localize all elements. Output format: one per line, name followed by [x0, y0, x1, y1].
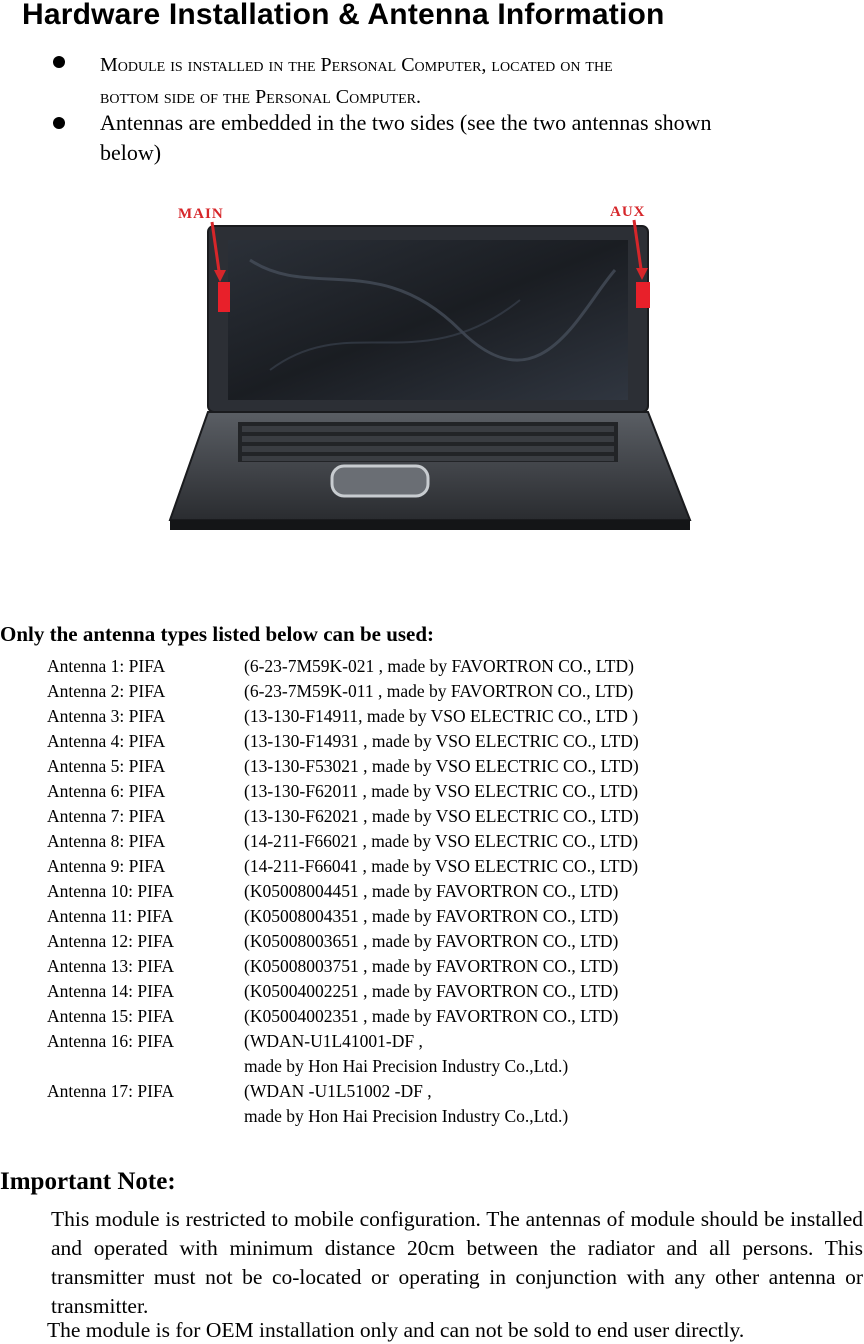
- antenna-name: Antenna 15: PIFA: [47, 1006, 175, 1026]
- antenna-detail: (13-130-F53021 , made by VSO ELECTRIC CO., LTD): [244, 756, 639, 776]
- antenna-name: Antenna 5: PIFA: [47, 756, 166, 776]
- antenna-detail: (13-130-F62011 , made by VSO ELECTRIC CO., LTD): [244, 781, 639, 801]
- important-note-heading: Important Note:: [0, 1168, 176, 1195]
- antenna-detail: (K05008004451 , made by FAVORTRON CO., LTD): [244, 881, 619, 901]
- antenna-detail: (K05008003651 , made by FAVORTRON CO., LTD): [244, 931, 619, 951]
- antenna-name: Antenna 8: PIFA: [47, 831, 166, 851]
- laptop-screen: [228, 240, 628, 400]
- antenna-list-heading: Only the antenna types listed below can be used:: [0, 622, 435, 646]
- antenna-detail: (6-23-7M59K-021 , made by FAVORTRON CO., LTD): [244, 656, 634, 676]
- bullet-icon: [53, 117, 65, 129]
- antenna-name: Antenna 7: PIFA: [47, 806, 166, 826]
- antenna-detail: made by Hon Hai Precision Industry Co.,Ltd.): [244, 1056, 569, 1076]
- bullet-line: below): [100, 140, 162, 165]
- bullet-item-installation: [100, 49, 820, 113]
- antenna-detail: (14-211-F66021 , made by VSO ELECTRIC CO., LTD): [244, 831, 639, 851]
- bullet-line: Antennas are embedded in the two sides (see the two antennas shown: [100, 110, 712, 135]
- bullet-line: Module is installed in the Personal Computer, located on the: [100, 54, 613, 76]
- antenna-detail: (6-23-7M59K-011 , made by FAVORTRON CO., LTD): [244, 681, 634, 701]
- bullet-icon: [53, 56, 65, 68]
- antenna-name: Antenna 16: PIFA: [47, 1031, 175, 1051]
- aux-antenna-marker: [636, 282, 650, 308]
- antenna-name: Antenna 6: PIFA: [47, 781, 166, 801]
- antenna-detail: (WDAN-U1L41001-DF ,: [244, 1031, 423, 1051]
- page-title: Hardware Installation & Antenna Information: [22, 0, 665, 31]
- antenna-detail: made by Hon Hai Precision Industry Co.,Ltd.): [244, 1106, 569, 1126]
- bullet-line: bottom side of the Personal Computer.: [100, 86, 421, 108]
- antenna-detail: (13-130-F14931 , made by VSO ELECTRIC CO., LTD): [244, 731, 639, 751]
- antenna-detail: (13-130-F14911, made by VSO ELECTRIC CO., LTD ): [244, 706, 639, 726]
- antenna-name: Antenna 9: PIFA: [47, 856, 166, 876]
- laptop-touchpad: [332, 466, 428, 496]
- antenna-detail: (K05004002251 , made by FAVORTRON CO., LTD): [244, 981, 619, 1001]
- antenna-name: Antenna 10: PIFA: [47, 881, 175, 901]
- antenna-detail: (K05004002351 , made by FAVORTRON CO., LTD): [244, 1006, 619, 1026]
- main-antenna-label: MAIN: [178, 206, 224, 222]
- antenna-name: Antenna 12: PIFA: [47, 931, 175, 951]
- aux-antenna-label: AUX: [610, 204, 646, 220]
- important-note-body: This module is restricted to mobile configuration. The antennas of module should be installed and operated with minimum distance 20cm between the radiator and all persons. This transmitter must not be co-located or operating in conjunction with any other antenna or transmitter.: [51, 1207, 863, 1318]
- antenna-detail: (K05008004351 , made by FAVORTRON CO., LTD): [244, 906, 619, 926]
- antenna-detail: (WDAN -U1L51002 -DF ,: [244, 1081, 432, 1101]
- antenna-name: Antenna 3: PIFA: [47, 706, 166, 726]
- antenna-detail: (13-130-F62021 , made by VSO ELECTRIC CO., LTD): [244, 806, 639, 826]
- laptop-illustration: [160, 190, 720, 590]
- antenna-name: Antenna 17: PIFA: [47, 1081, 175, 1101]
- bullet-item-antennas: [100, 108, 820, 168]
- antenna-name: Antenna 14: PIFA: [47, 981, 175, 1001]
- antenna-name: Antenna 4: PIFA: [47, 731, 166, 751]
- antenna-name: Antenna 1: PIFA: [47, 656, 166, 676]
- antenna-name: Antenna 13: PIFA: [47, 956, 175, 976]
- antenna-name: Antenna 11: PIFA: [47, 906, 174, 926]
- laptop-figure: [160, 190, 720, 590]
- antenna-name: Antenna 2: PIFA: [47, 681, 166, 701]
- oem-notice: The module is for OEM installation only and can not be sold to end user directly.: [47, 1318, 745, 1342]
- antenna-detail: (14-211-F66041 , made by VSO ELECTRIC CO., LTD): [244, 856, 639, 876]
- antenna-detail: (K05008003751 , made by FAVORTRON CO., LTD): [244, 956, 619, 976]
- main-antenna-marker: [218, 282, 230, 312]
